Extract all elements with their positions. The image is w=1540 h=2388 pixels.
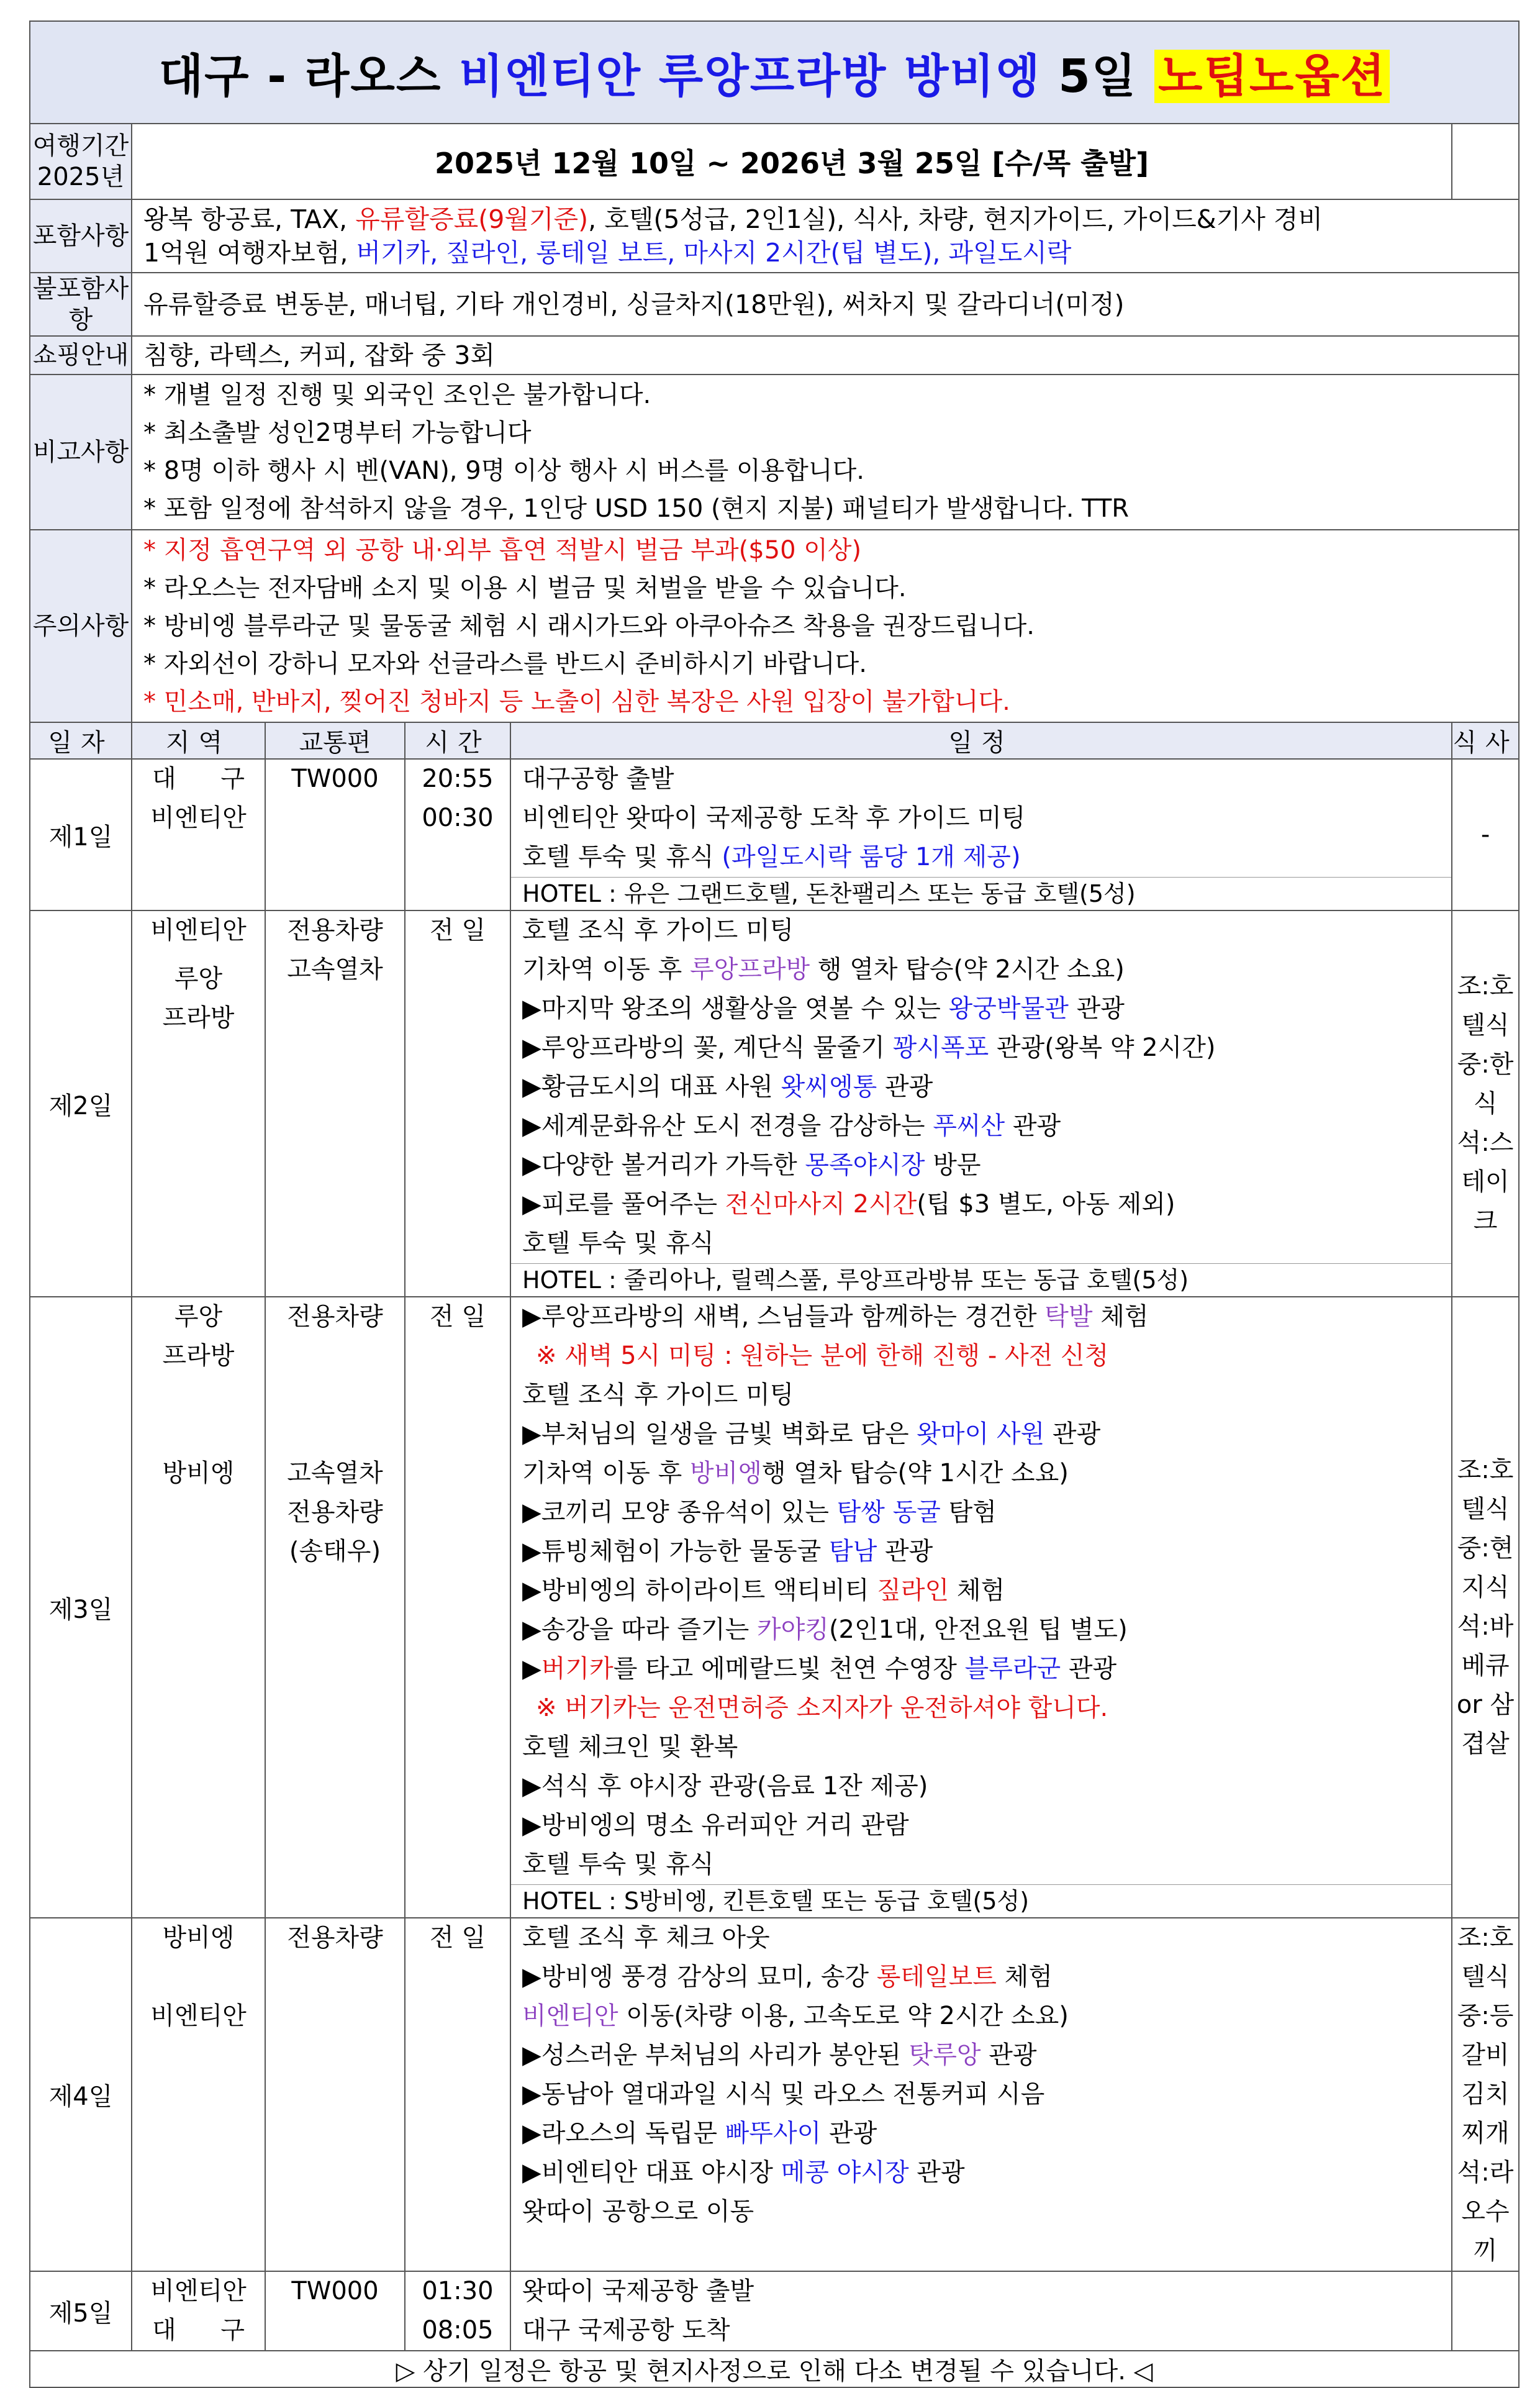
region-cell: 비엔티안 루앙 프라방: [132, 910, 265, 1297]
meal-cell: [1452, 2271, 1519, 2351]
schedule-cell: ▶루앙프라방의 새벽, 스님들과 함께하는 경건한 탁발 체험 ※ 새벽 5시 미팅 : 원하는 분에 한해 진행 - 사전 신청 호텔 조식 후 가이드 미팅 ▶부처님의 일생을 금빛 벽화로 담은 왓마이 사원 관광 기차역 이동 후 방비엥행 열차 탑승(약 1시간 소요) ▶코끼리 모양 종유석이 있는 탐쌍 동굴 탐험 ▶튜빙체험이 가능한 물동굴 탐남 관광 ▶방비엥의 하이라이트 액티비티 짚라인 체험 ▶송강을 따라 즐기는 카야킹(2인1대, 안전요원 팁 별도) ▶버기카를 타고 에메랄드빛 천연 수영장 블루라군 관광 ※ 버기카는 운전면허증 소지자가 운전하셔야 합니다. 호텔 체크인 및 환복 ▶석식 후 야시장 관광(음료 1잔 제공) ▶방비엥의 명소 유러피안 거리 관람 호텔 투숙 및 휴식 HOTEL : S방비엥, 킨튼호텔 또는 동급 호텔(5성): [510, 1297, 1452, 1918]
day-row: [30, 1918, 1519, 2271]
transport-cell: 전용차량: [265, 1918, 405, 2271]
transport-cell: 전용차량 고속열차 전용차량 (송태우): [265, 1297, 405, 1918]
region-cell: 비엔티안 대 구: [132, 2271, 265, 2351]
itinerary-table: [29, 20, 1520, 2388]
transport-cell: TW000: [265, 759, 405, 910]
document-title: [30, 21, 1519, 124]
cautions-list: [132, 530, 1519, 722]
day-label: 제4일: [30, 1918, 132, 2271]
header-transport: 교통편: [265, 722, 405, 759]
transport-cell: 전용차량 고속열차: [265, 910, 405, 1297]
hotel-info: HOTEL : 유은 그랜드호텔, 돈찬팰리스 또는 동급 호텔(5성): [511, 877, 1451, 910]
list-item: * 개별 일정 진행 및 외국인 조인은 불가합니다.: [143, 381, 651, 409]
shopping-label: 쇼핑안내: [30, 336, 132, 375]
day-row: [30, 1297, 1519, 1918]
time-cell: 전 일: [405, 1918, 510, 2271]
day-row: [30, 910, 1519, 1297]
region-cell: 대 구 비엔티안: [132, 759, 265, 910]
list-item: * 지정 흡연구역 외 공항 내·외부 흡연 적발시 벌금 부과($50 이상): [143, 535, 862, 565]
itinerary-document: [29, 20, 1518, 2388]
excluded-value: 유류할증료 변동분, 매너팁, 기타 개인경비, 싱글차지(18만원), 써차지 및 갈라디너(미정): [132, 273, 1519, 336]
list-item: * 민소매, 반바지, 찢어진 청바지 등 노출이 심한 복장은 사원 입장이 불가합니다.: [143, 687, 1010, 716]
shopping-value: 침향, 라텍스, 커피, 잡화 중 3회: [132, 336, 1519, 375]
period-label: 여행기간 2025년: [30, 124, 132, 199]
day-row: [30, 759, 1519, 910]
region-cell: 루앙 프라방 방비엥: [132, 1297, 265, 1918]
header-region: 지역: [132, 722, 265, 759]
included-label: 포함사항: [30, 199, 132, 273]
day-row: [30, 2271, 1519, 2351]
remarks-list: [132, 375, 1519, 530]
list-item: * 라오스는 전자담배 소지 및 이용 시 벌금 및 처벌을 받을 수 있습니다.: [143, 573, 907, 602]
schedule-cell: 대구공항 출발 비엔티안 왓따이 국제공항 도착 후 가이드 미팅 호텔 투숙 및 휴식 (과일도시락 룸당 1개 제공) HOTEL : 유은 그랜드호텔, 돈찬팰리스 또는 동급 호텔(5성): [510, 759, 1452, 910]
included-value: 왕복 항공료, TAX, 유류할증료(9월기준), 호텔(5성급, 2인1실), 식사, 차량, 현지가이드, 가이드&기사 경비 1억원 여행자보험, 버기카, 짚라인, 롱테일 보트, 마사지 2시간(팁 별도), 과일도시락: [132, 199, 1519, 273]
time-cell: 전 일: [405, 1297, 510, 1918]
meal-cell: -: [1452, 759, 1519, 910]
header-meal: 식사: [1452, 722, 1519, 759]
day-label: 제3일: [30, 1297, 132, 1918]
header-schedule: 일정: [510, 722, 1452, 759]
period-blank-cell: [1452, 124, 1519, 199]
header-time: 시간: [405, 722, 510, 759]
excluded-label: 불포함사항: [30, 273, 132, 336]
transport-cell: TW000: [265, 2271, 405, 2351]
time-cell: 전 일: [405, 910, 510, 1297]
title-badge: 노팁노옵션: [1154, 50, 1390, 103]
meal-cell: 조:호텔식 중:한 식 석:스테이크: [1452, 910, 1519, 1297]
region-cell: 방비엥 비엔티안: [132, 1918, 265, 2271]
time-cell: 01:30 08:05: [405, 2271, 510, 2351]
meal-cell: 조:호텔식 중:등갈비 김치찌개 석:라오수끼: [1452, 1918, 1519, 2271]
title-route: 대구 - 라오스: [158, 49, 460, 103]
header-day: 일자: [30, 722, 132, 759]
list-item: * 포함 일정에 참석하지 않을 경우, 1인당 USD 150 (현지 지불) 패널티가 발생합니다. TTR: [143, 494, 1130, 523]
title-destinations: 비엔티안 루앙프라방 방비엥: [459, 49, 1041, 103]
day-label: 제2일: [30, 910, 132, 1297]
list-item: * 8명 이하 행사 시 벤(VAN), 9명 이상 행사 시 버스를 이용합니다.: [143, 456, 864, 485]
remarks-label: 비고사항: [30, 375, 132, 530]
hotel-info: HOTEL : 줄리아나, 릴렉스풀, 루앙프라방뷰 또는 동급 호텔(5성): [511, 1263, 1451, 1296]
list-item: * 방비엥 블루라군 및 물동굴 체험 시 래시가드와 아쿠아슈즈 착용을 권장드립니다.: [143, 611, 1035, 640]
period-value: 2025년 12월 10일 ~ 2026년 3월 25일 [수/목 출발]: [132, 124, 1452, 199]
schedule-cell: 호텔 조식 후 가이드 미팅 기차역 이동 후 루앙프라방 행 열차 탑승(약 2시간 소요) ▶마지막 왕조의 생활상을 엿볼 수 있는 왕궁박물관 관광 ▶루앙프라방의 꽃, 계단식 물줄기 꽝시폭포 관광(왕복 약 2시간) ▶황금도시의 대표 사원 왓씨엥통 관광 ▶세계문화유산 도시 전경을 감상하는 푸씨산 관광 ▶다양한 볼거리가 가득한 몽족야시장 방문 ▶피로를 풀어주는 전신마사지 2시간(팁 $3 별도, 아동 제외) 호텔 투숙 및 휴식 HOTEL : 줄리아나, 릴렉스풀, 루앙프라방뷰 또는 동급 호텔(5성): [510, 910, 1452, 1297]
meal-cell: 조:호텔식 중:현지식 석:바베큐 or 삼겹살: [1452, 1297, 1519, 1918]
day-label: 제1일: [30, 759, 132, 910]
cautions-label: 주의사항: [30, 530, 132, 722]
list-item: * 최소출발 성인2명부터 가능합니다: [143, 419, 532, 447]
day-label: 제5일: [30, 2271, 132, 2351]
hotel-info: HOTEL : S방비엥, 킨튼호텔 또는 동급 호텔(5성): [511, 1884, 1451, 1917]
title-duration: 5일: [1041, 49, 1154, 103]
schedule-cell: 왓따이 국제공항 출발 대구 국제공항 도착: [510, 2271, 1452, 2351]
footer-note: ▷ 상기 일정은 항공 및 현지사정으로 인해 다소 변경될 수 있습니다. ◁: [30, 2351, 1519, 2387]
schedule-cell: 호텔 조식 후 체크 아웃 ▶방비엥 풍경 감상의 묘미, 송강 롱테일보트 체험 비엔티안 이동(차량 이용, 고속도로 약 2시간 소요) ▶성스러운 부처님의 사리가 봉안된 탓루앙 관광 ▶동남아 열대과일 시식 및 라오스 전통커피 시음 ▶라오스의 독립문 빠뚜사이 관광 ▶비엔티안 대표 야시장 메콩 야시장 관광 왓따이 공항으로 이동: [510, 1918, 1452, 2271]
list-item: * 자외선이 강하니 모자와 선글라스를 반드시 준비하시기 바랍니다.: [143, 649, 867, 678]
time-cell: 20:55 00:30: [405, 759, 510, 910]
